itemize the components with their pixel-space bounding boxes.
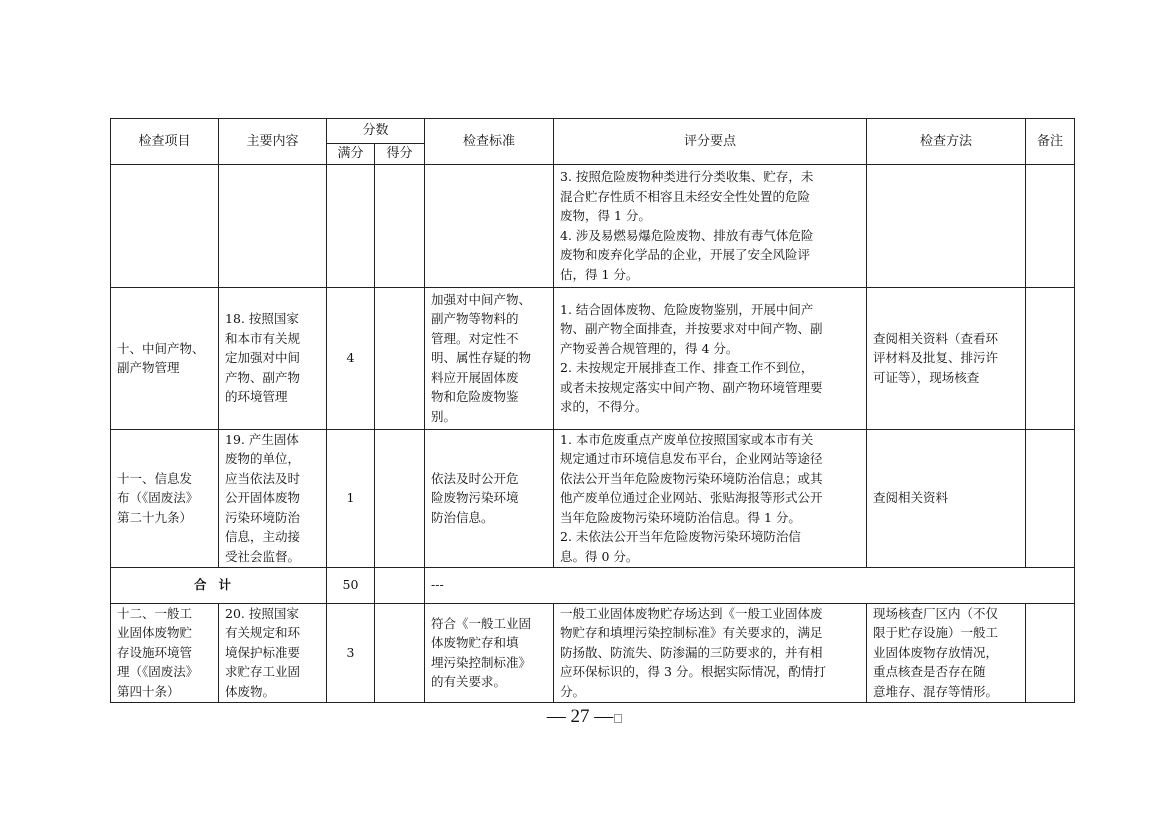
total-got [375,567,425,603]
page-footer [0,706,1169,728]
cell-got [375,164,425,287]
cell-points: 1. 本市危废重点产废单位按照国家或本市有关 规定通过市环境信息发布平台，企业网站等途径 依法公开当年危险废物污染环境防治信息；或其 他产废单位通过企业网站、张贴海报等形式公开 当年危险废物污染环境防治信息。得 1 分。 2. 未依法公开当年危险废物污染环境防治信 息。得 0 分。 [554,429,867,567]
table-row [111,603,1075,702]
cell-content: 18. 按照国家 和本市有关规 定加强对中间 产物、副产物 的环境管理 [219,287,327,429]
total-full: 50 [327,567,375,603]
table-row [111,287,1075,429]
box-mark-icon [614,714,622,723]
total-rest: --- [425,567,1075,603]
cell-content: 19. 产生固体 废物的单位， 应当依法及时 公开固体废物 污染环境防治 信息，主动接 受社会监督。 [219,429,327,567]
cell-full: 3 [327,603,375,702]
cell-standard: 依法及时公开危 险废物污染环境 防治信息。 [425,429,554,567]
cell-remark [1026,287,1075,429]
cell-method [867,164,1026,287]
cell-full: 1 [327,429,375,567]
table-row [111,429,1075,567]
cell-points: 3. 按照危险废物种类进行分类收集、贮存，未 混合贮存性质不相容且未经安全性处置的危险 废物，得 1 分。 4. 涉及易燃易爆危险废物、排放有毒气体危险 废物和废弃化学品的企业，开展了安全风险评 估，得 1 分。 [554,164,867,287]
cell-got [375,287,425,429]
cell-method: 查阅相关资料（查看环 评材料及批复、排污许 可证等），现场核查 [867,287,1026,429]
cell-got [375,429,425,567]
header-got: 得分 [375,144,425,165]
header-full: 满分 [327,144,375,165]
page-number: — 27 — [546,706,614,727]
cell-full [327,164,375,287]
cell-remark [1026,164,1075,287]
cell-standard: 加强对中间产物、 副产物等物料的 管理。对定性不 明、属性存疑的物 料应开展固体废 物和危险废物鉴 别。 [425,287,554,429]
header-content: 主要内容 [219,119,327,165]
header-points: 评分要点 [554,119,867,165]
cell-remark [1026,603,1075,702]
total-row [111,567,1075,603]
cell-item [111,164,219,287]
cell-full: 4 [327,287,375,429]
cell-method: 现场核查厂区内（不仅 限于贮存设施）一般工 业固体废物存放情况， 重点核查是否存在随 意堆存、混存等情形。 [867,603,1026,702]
header-standard: 检查标准 [425,119,554,165]
cell-points: 1. 结合固体废物、危险废物鉴别，开展中间产 物、副产物全面排查，并按要求对中间产物、副 产物妥善合规管理的，得 4 分。 2. 未按规定开展排查工作、排查工作不到位， 或者未按规定落实中间产物、副产物环境管理要 求的，不得分。 [554,287,867,429]
cell-content: 20. 按照国家 有关规定和环 境保护标准要 求贮存工业固 体废物。 [219,603,327,702]
cell-item: 十一、信息发 布（《固废法》 第二十九条） [111,429,219,567]
header-remark: 备注 [1026,119,1075,165]
cell-remark [1026,429,1075,567]
header-item: 检查项目 [111,119,219,165]
cell-method: 查阅相关资料 [867,429,1026,567]
header-score: 分数 [327,119,425,144]
cell-item: 十、中间产物、 副产物管理 [111,287,219,429]
cell-standard [425,164,554,287]
inspection-table [110,118,1075,703]
cell-content [219,164,327,287]
cell-got [375,603,425,702]
cell-item: 十二、一般工 业固体废物贮 存设施环境管 理（《固废法》 第四十条） [111,603,219,702]
header-row [111,119,1075,144]
cell-points: 一般工业固体废物贮存场达到《一般工业固体废 物贮存和填埋污染控制标准》有关要求的，满足 防扬散、防流失、防渗漏的三防要求的，并有相 应环保标识的，得 3 分。根据实际情况，酌情打 分。 [554,603,867,702]
cell-standard: 符合《一般工业固 体废物贮存和填 埋污染控制标准》 的有关要求。 [425,603,554,702]
total-label: 合计 [111,567,327,603]
header-method: 检查方法 [867,119,1026,165]
table-row [111,164,1075,287]
